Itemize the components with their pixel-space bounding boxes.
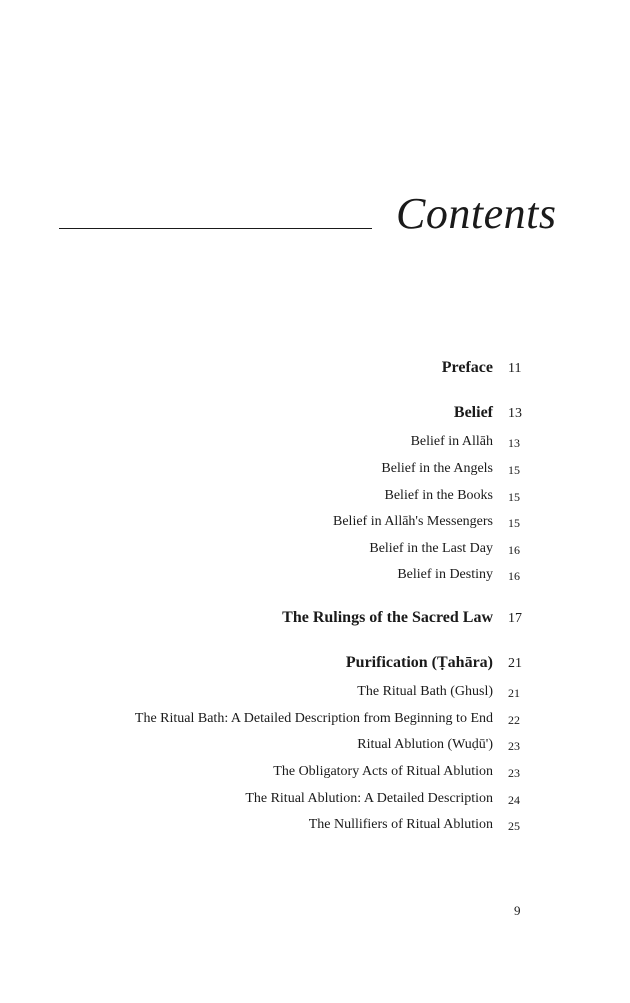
toc-entry-belief-in-the-angels[interactable] bbox=[0, 457, 630, 479]
toc-entry-nullifiers[interactable] bbox=[0, 813, 630, 835]
toc-entry-label: The Ritual Bath (Ghusl) bbox=[357, 684, 493, 699]
toc-entry-page: 16 bbox=[508, 543, 520, 557]
toc-entry-belief-in-allah[interactable] bbox=[0, 430, 630, 452]
toc-entry-label: Preface bbox=[441, 359, 493, 376]
toc-entry-belief-in-the-books[interactable] bbox=[0, 484, 630, 506]
toc-entry-belief-in-destiny[interactable] bbox=[0, 563, 630, 585]
toc-entry-page: 23 bbox=[508, 739, 520, 753]
toc-entry-ritual-ablution[interactable] bbox=[0, 733, 630, 755]
toc-entry-page: 15 bbox=[508, 490, 520, 504]
toc-entry-belief-in-allahs-messengers[interactable] bbox=[0, 510, 630, 532]
toc-entry-ritual-bath-detailed[interactable] bbox=[0, 707, 630, 729]
toc-entry-page: 13 bbox=[508, 406, 522, 421]
toc-entry-page: 11 bbox=[508, 361, 522, 376]
toc-entry-label: Belief in the Angels bbox=[381, 461, 493, 476]
toc-entry-label: The Rulings of the Sacred Law bbox=[282, 609, 493, 626]
toc-entry-belief-in-the-last-day[interactable] bbox=[0, 537, 630, 559]
toc-entry-page: 15 bbox=[508, 516, 520, 530]
toc-entry-label: The Ritual Bath: A Detailed Description from Beginning to End bbox=[134, 711, 493, 726]
toc-entry-label: Ritual Ablution (Wuḍū') bbox=[357, 737, 493, 752]
toc-entry-label: Purification (Ṭahāra) bbox=[345, 654, 493, 671]
toc-entry-rulings-of-the-sacred-law[interactable] bbox=[0, 607, 630, 629]
toc-entry-purification[interactable] bbox=[0, 652, 630, 674]
toc-entry-label: Belief in Destiny bbox=[397, 567, 493, 582]
toc-entry-label: Belief in Allāh bbox=[410, 434, 493, 449]
page-number: 9 bbox=[514, 903, 521, 918]
toc-entry-page: 17 bbox=[508, 611, 522, 626]
toc-entry-belief[interactable] bbox=[0, 402, 630, 424]
toc-entry-label: The Ritual Ablution: A Detailed Description bbox=[245, 791, 493, 806]
toc-entry-page: 13 bbox=[508, 436, 520, 450]
toc-entry-page: 15 bbox=[508, 463, 520, 477]
toc-entry-ritual-ablution-detailed[interactable] bbox=[0, 787, 630, 809]
toc-entry-label: The Nullifiers of Ritual Ablution bbox=[308, 817, 493, 832]
toc-entry-page: 23 bbox=[508, 766, 520, 780]
title-rule bbox=[59, 228, 372, 229]
toc-entry-page: 25 bbox=[508, 819, 520, 833]
toc-entry-label: Belief in the Books bbox=[384, 488, 493, 503]
toc-entry-page: 16 bbox=[508, 569, 520, 583]
page-title: Contents bbox=[396, 189, 557, 238]
toc-entry-label: Belief bbox=[453, 404, 493, 421]
toc-entry-page: 21 bbox=[508, 686, 520, 700]
toc-entry-obligatory-acts[interactable] bbox=[0, 760, 630, 782]
toc-entry-label: Belief in Allāh's Messengers bbox=[333, 514, 493, 529]
toc-entry-page: 22 bbox=[508, 713, 520, 727]
toc-entry-label: Belief in the Last Day bbox=[369, 541, 493, 556]
toc-entry-ritual-bath[interactable] bbox=[0, 680, 630, 702]
toc-entry-page: 24 bbox=[508, 793, 520, 807]
toc-entry-label: The Obligatory Acts of Ritual Ablution bbox=[273, 764, 493, 779]
toc-entry-page: 21 bbox=[508, 656, 522, 671]
toc-entry-preface[interactable] bbox=[0, 357, 630, 379]
